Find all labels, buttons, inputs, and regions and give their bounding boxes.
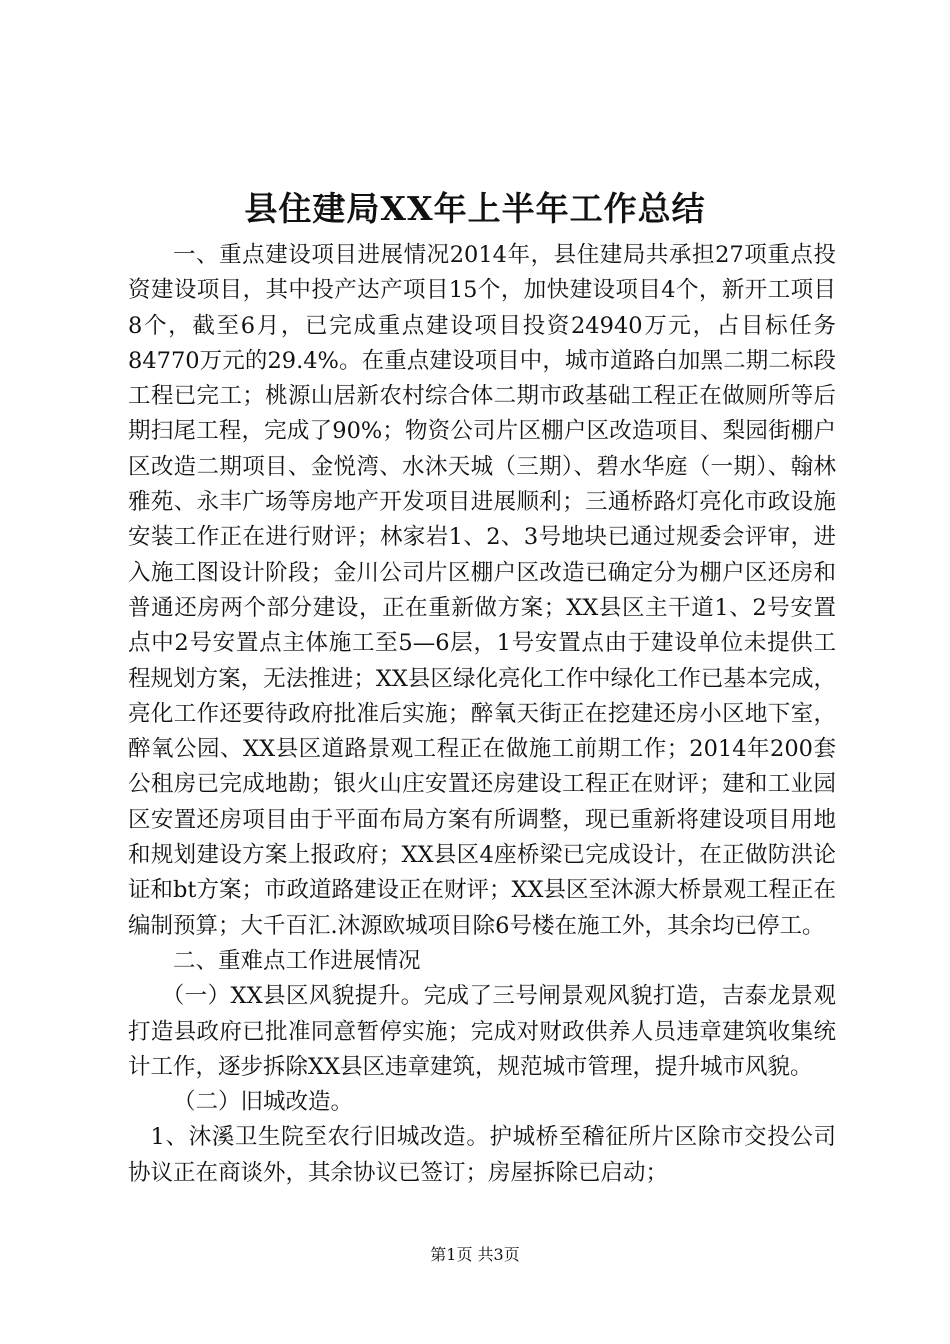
- paragraph-old-city-heading: （二）旧城改造。: [173, 1089, 354, 1116]
- paragraph-section-two-heading: 二、重难点工作进展情况: [173, 947, 421, 974]
- page-footer: 第1页 共3页: [430, 1245, 520, 1264]
- document-body: [128, 238, 836, 1191]
- paragraph-old-city-item-1: 1、沐溪卫生院至农行旧城改造。护城桥至稽征所片区除市交投公司协议正在商谈外，其余协议已签订；房屋拆除已启动；: [128, 1124, 836, 1186]
- document-title: 县住建局XX年上半年工作总结: [244, 189, 706, 228]
- paragraph-style-improvement: （一）XX县区风貌提升。完成了三号闸景观风貌打造，吉泰龙景观打造县政府已批准同意暂停实施；完成对财政供养人员违章建筑收集统计工作，逐步拆除XX县区违章建筑，规范城市管理，提升城市风貌。: [128, 983, 836, 1080]
- paragraph-key-projects: 一、重点建设项目进展情况2014年，县住建局共承担27项重点投资建设项目，其中投产达产项目15个，加快建设项目4个，新开工项目8个，截至6月，已完成重点建设项目投资24940万元，占目标任务84770万元的29.4%。在重点建设项目中，城市道路白加黑二期二标段工程已完工；桃源山居新农村综合体二期市政基础工程正在做厕所等后期扫尾工程，完成了90%；物资公司片区棚户区改造项目、梨园街棚户区改造二期项目、金悦湾、水沐天城（三期）、碧水华庭（一期）、翰林雅苑、永丰广场等房地产开发项目进展顺利；三通桥路灯亮化市政设施安装工作正在进行财评；林家岩1、2、3号地块已通过规委会评审，进入施工图设计阶段；金川公司片区棚户区改造已确定分为棚户区还房和普通还房两个部分建设，正在重新做方案；XX县区主干道1、2号安置点中2号安置点主体施工至5—6层，1号安置点由于建设单位未提供工程规划方案，无法推进；XX县区绿化亮化工作中绿化工作已基本完成，亮化工作还要待政府批准后实施；醉氧天街正在挖建还房小区地下室，醉氧公园、XX县区道路景观工程正在做施工前期工作；2014年200套公租房已完成地勘；银火山庄安置还房建设工程正在财评；建和工业园区安置还房项目由于平面布局方案有所调整，现已重新将建设项目用地和规划建设方案上报政府；XX县区4座桥梁已完成设计，在正做防洪论证和bt方案；市政道路建设正在财评；XX县区至沐源大桥景观工程正在编制预算；大千百汇.沐源欧城项目除6号楼在施工外，其余均已停工。: [128, 242, 836, 939]
